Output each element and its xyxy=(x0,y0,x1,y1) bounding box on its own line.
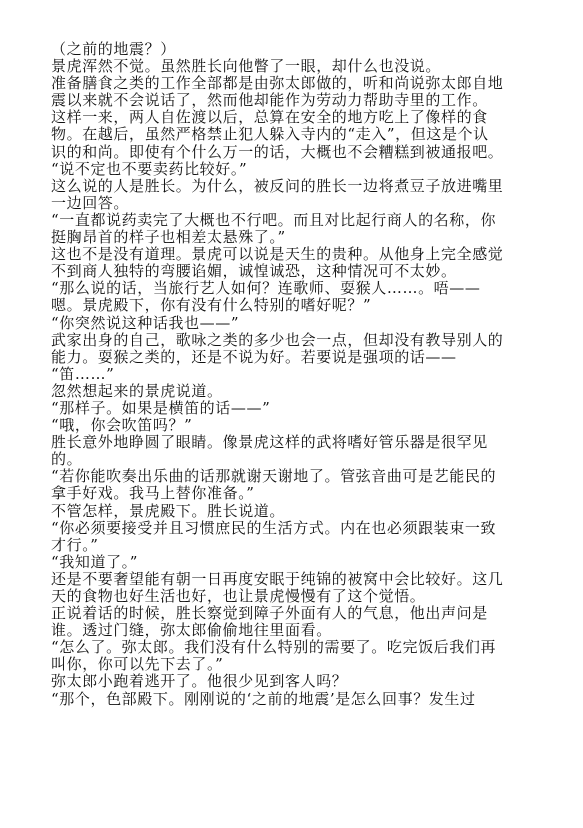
text-body xyxy=(51,41,537,708)
text-line: 震以来就不会说话了，然而他却能作为劳动力帮助寺里的工作。 xyxy=(51,91,488,110)
text-line: 物。在越后，虽然严格禁止犯人躲入寺内的“走入”，但这是个认 xyxy=(51,125,489,144)
text-line: 才行。” xyxy=(51,535,99,554)
text-line: “我知道了。” xyxy=(51,552,139,571)
text-line: 能力。耍猴之类的，还是不说为好。若要说是强项的话—— xyxy=(51,347,457,366)
text-line: 不管怎样，景虎殿下。胜长说道。 xyxy=(51,501,286,520)
text-line: 识的和尚。即使有个什么万一的话，大概也不会糟糕到被通报吧。 xyxy=(51,142,504,161)
text-line: 弥太郎小跑着逃开了。他很少见到客人吗？ xyxy=(51,672,348,691)
text-line: 谁。透过门缝，弥太郎偷偷地往里面看。 xyxy=(51,621,332,640)
text-line: “哦，你会吹笛吗？” xyxy=(51,416,193,435)
text-line: “怎么了。弥太郎。我们没有什么特别的需要了。吃完饭后我们再 xyxy=(51,638,497,657)
text-line: “那个，色部殿下。刚刚说的‘之前的地震’是怎么回事？发生过 xyxy=(51,689,476,708)
text-line: “你突然说这种话我也——” xyxy=(51,313,240,332)
text-line: 还是不要奢望能有朝一日再度安眠于纯锦的被窝中会比较好。这几 xyxy=(51,569,504,588)
text-line: 不到商人独特的弯腰谄媚，诚惶诚恐，这种情况可不太妙。 xyxy=(51,262,457,281)
text-line: 拿手好戏。我马上替你准备。” xyxy=(51,484,255,503)
text-line: “你必须要接受并且习惯庶民的生活方式。内在也必须跟装束一致 xyxy=(51,518,497,537)
text-line: 景虎浑然不觉。虽然胜长向他瞥了一眼，却什么也没说。 xyxy=(51,57,442,76)
text-line: “若你能吹奏出乐曲的话那就谢天谢地了。管弦音曲可是艺能民的 xyxy=(51,467,497,486)
text-line: 这样一来，两人自佐渡以后，总算在安全的地方吃上了像样的食 xyxy=(51,108,488,127)
text-line: 正说着话的时候，胜长察觉到障子外面有人的气息，他出声问是 xyxy=(51,604,488,623)
text-line: 武家出身的自己，歌咏之类的多少也会一点，但却没有教导别人的 xyxy=(51,330,504,349)
text-line: （之前的地震？） xyxy=(51,40,176,58)
text-line: 这也不是没有道理。景虎可以说是天生的贵种。从他身上完全感觉 xyxy=(51,245,504,264)
text-line: 胜长意外地睁圆了眼睛。像景虎这样的武将嗜好管乐器是很罕见 xyxy=(51,433,488,452)
text-line: 的。 xyxy=(51,450,83,469)
text-line: “那么说的话，当旅行艺人如何？连歌师、耍猴人……。唔—— xyxy=(51,279,481,298)
text-line: 忽然想起来的景虎说道。 xyxy=(51,381,223,400)
text-line: “那样子。如果是横笛的话——” xyxy=(51,398,271,417)
text-line: 挺胸昂首的样子也相差太悬殊了。” xyxy=(51,228,286,247)
text-line: 这么说的人是胜长。为什么，被反问的胜长一边将煮豆子放进嘴里 xyxy=(51,176,504,195)
text-line: “笛……” xyxy=(51,364,115,383)
text-line: “说不定也不要卖药比较好。” xyxy=(51,159,248,178)
text-line: 嗯。景虎殿下，你有没有什么特别的嗜好呢？” xyxy=(51,296,372,315)
text-line: 叫你，你可以先下去了。” xyxy=(51,655,224,674)
text-line: 准备膳食之类的工作全部都是由弥太郎做的，听和尚说弥太郎自地 xyxy=(51,74,504,93)
text-line: 天的食物也好生活也好，也让景虎慢慢有了这个觉悟。 xyxy=(51,587,426,605)
text-line: “一直都说药卖完了大概也不行吧。而且对比起行商人的名称，你 xyxy=(51,210,497,229)
text-line: 一边回答。 xyxy=(51,193,130,212)
